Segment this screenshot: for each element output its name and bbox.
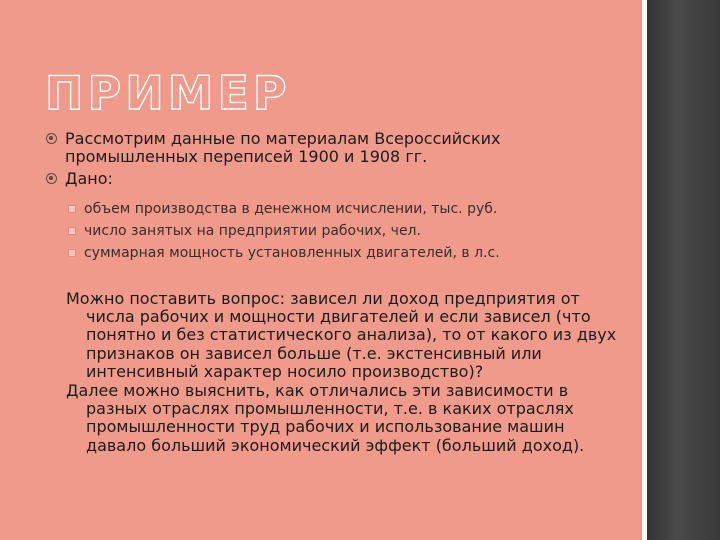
bullet-text: Дано: <box>65 169 113 188</box>
bullet-item <box>45 130 615 166</box>
body-text <box>66 290 626 456</box>
square-icon <box>68 249 76 257</box>
sub-bullet-item <box>66 220 586 242</box>
circle-dot-icon <box>46 133 57 144</box>
circle-dot-icon <box>46 173 57 184</box>
square-icon <box>68 205 76 213</box>
square-icon <box>68 227 76 235</box>
right-side-panel <box>642 0 720 540</box>
bullet-list <box>45 130 615 192</box>
bullet-item <box>45 170 615 188</box>
sub-bullet-item <box>66 242 586 264</box>
sub-bullet-text: объем производства в денежном исчислении, тыс. руб. <box>84 201 498 217</box>
paragraph: Далее можно выяснить, как отличались эти зависимости в разных отраслях промышленности, т.е. в каких отраслях промышленности труд рабочих и использование машин давало больший экономический эффект (больший доход). <box>66 381 585 455</box>
sub-bullet-text: число занятых на предприятии рабочих, чел. <box>84 223 421 239</box>
sub-bullet-list <box>66 198 586 264</box>
slide-title: ПРИМЕР <box>45 66 291 120</box>
sub-bullet-item <box>66 198 586 220</box>
sub-bullet-text: суммарная мощность установленных двигателей, в л.с. <box>84 245 500 261</box>
bullet-text: Рассмотрим данные по материалам Всероссийских промышленных переписей 1900 и 1908 гг. <box>65 129 501 166</box>
paragraph: Можно поставить вопрос: зависел ли доход предприятия от числа рабочих и мощности двигателей и если зависел (что понятно и без статистического анализа), то от какого из двух признаков он зависел больше (т.е. экстенсивный или интенсивный характер носило производство)? <box>66 289 617 381</box>
